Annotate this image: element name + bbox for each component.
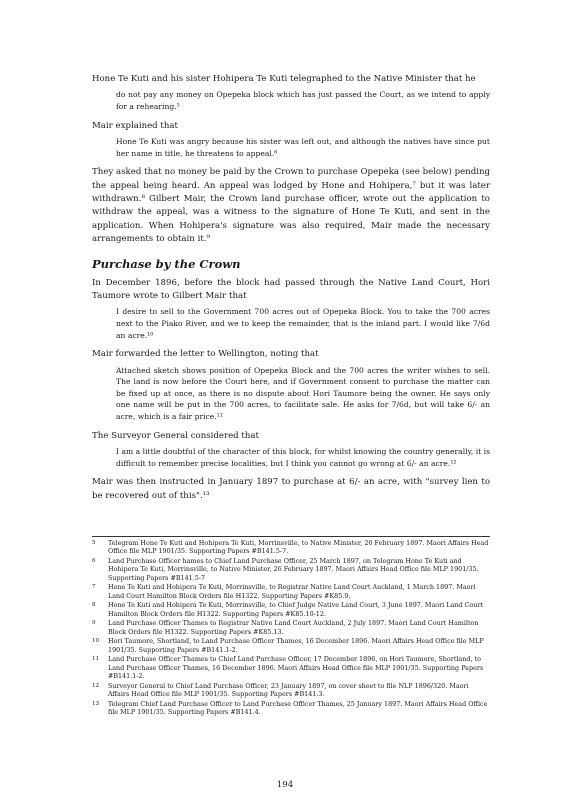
footnote-text: Telegram Chief Land Purchase Officer to Land Purchase Officer Thames, 25 January 1897. Maori Affairs Head Office file MLP 1901/35. Supporting Papers #B141.4. <box>108 699 488 717</box>
footnote <box>92 619 490 636</box>
block-quote: I am a little doubtful of the character of this block, for whilst knowing the country generally, it is difficult to remember precise localities, but I think you cannot go wrong at 6/- an acre.¹² <box>116 447 490 468</box>
footnote <box>92 583 490 600</box>
footnote-number: 11 <box>92 656 100 663</box>
footnote-text: Telegram Hone Te Kuti and Hohipera Te Kuti, Morrinsville, to Native Minister, 26 February 1897. Maori Affairs Head Office file MLP 1901/35. Supporting Papers #B141.5-7. <box>108 539 489 556</box>
paragraph: Mair explained that <box>92 120 178 131</box>
paragraph: Hone Te Kuti and his sister Hohipera Te Kuti telegraphed to the Native Minister that he <box>92 74 476 84</box>
footnote <box>92 700 490 717</box>
footnote <box>92 557 490 582</box>
main-text <box>92 73 490 506</box>
footnote-text: Hone Te Kuti and Hohipera Te Kuti, Morrinsville, to Chief Judge Native Land Court, 3 June 1897. Maori Land Court Hamilton Block Orders file H1322. Supporting Papers #K85.10-12. <box>108 601 483 618</box>
paragraph: In December 1896, before the block had passed through the Native Land Court, Hori Taumore wrote to Gilbert Mair that <box>92 277 490 302</box>
footnote-number: 10 <box>92 638 100 645</box>
footnote-text: Land Purchase Officer Thames to Chief Land Purchase Officer, 17 December 1896, on Hori Taumore, Shortland, to Land Purchase Officer Thames, 16 December 1896. Maori Affairs Head Office file MLP 1901/35. Supporting Papers #B141.1-2. <box>108 655 484 681</box>
footnotes <box>92 539 490 718</box>
footnote-text: Land Purchase Officer Thames to Registrar Native Land Court Auckland, 2 July 1897. Maori Land Court Hamilton Block Orders file H1322. Supporting Papers #K85.13. <box>108 619 479 636</box>
footnote-number: 6 <box>92 558 96 564</box>
footnote-text: Land Purchase Officer hames to Chief Land Purchase Officer, 25 March 1897, on Telegram Hone Te Kuti and Hohipera Te Kuti, Morrinsville, to Native Minister, 26 February 1897. Maori Affairs Head Office file MLP 1901/35. Supporting Papers #B141.5-7 <box>108 557 479 582</box>
paragraph: Mair forwarded the letter to Wellington, noting that <box>92 349 319 360</box>
footnote-divider <box>92 536 490 537</box>
block-quote: Attached sketch shows position of Opepeka Block and the 700 acres the writer wishes to sell. The land is now before the Court here, and if Government consent to purchase the matter can be fixed up at once, as there is no dispute about Hori Taumore being the owner. He says only one name will be put in the 700 acres, to facilitate sale. He asks for 7/6d, but will take 6/- an acre, which is a fair price.¹¹ <box>116 365 490 421</box>
paragraph: The Surveyor General considered that <box>92 430 259 441</box>
paragraph: They asked that no money be paid by the Crown to purchase Opepeka (see below) pending the appeal being heard. An appeal was lodged by Hone and Hohipera,⁷ but it was later withdrawn.⁸ Gilbert Mair, the Crown land purchase officer, wrote out the application to withdraw the appeal, was a witness to the signature of Hone Te Kuti, and sent in the application. When Hohipera's signature was also required, Mair made the necessary arrangements to obtain it.⁹ <box>92 167 490 245</box>
footnote-number: 8 <box>92 602 96 609</box>
footnote <box>92 539 490 556</box>
footnote-number: 12 <box>92 682 100 689</box>
section-heading: Purchase by the Crown <box>92 256 241 271</box>
block-quote: I desire to sell to the Government 700 acres out of Opepeka Block. You to take the 700 acres next to the Piako River, and we to keep the remainder, that is the inland part. I would like 7/6d an acre.¹⁰ <box>116 307 490 340</box>
footnote-text: Hori Taumore, Shortland, to Land Purchase Officer Thames, 16 December 1896. Maori Affairs Head Office file MLP 1901/35. Supporting Papers #B141.1-2. <box>108 637 484 654</box>
footnote-text: Surveyor General to Chief Land Purchase Officer, 23 January 1897, on cover sheet to file NLP 1896/320. Maori Affairs Head Office file MLP 1901/35. Supporting Papers #B141.3. <box>108 681 469 699</box>
footnote-number: 9 <box>92 620 96 627</box>
block-quote: do not pay any money on Opepeka block which has just passed the Court, as we intend to apply for a rehearing.⁵ <box>116 90 490 111</box>
footnote <box>92 637 490 654</box>
footnote-text: Hone Te Kuti and Hohipera Te Kuti, Morrinsville, to Registrar Native Land Court Auckland, 1 March 1897. Maori Land Court Hamilton Block Orders file H1322. Supporting Papers #K85.9. <box>108 583 476 600</box>
footnote-number: 5 <box>92 540 96 546</box>
block-quote: Hone Te Kuti was angry because his sister was left out, and although the natives have since put her name in title, he threatens to appeal.⁶ <box>116 137 490 158</box>
footnote-number: 13 <box>92 700 100 707</box>
footnote <box>92 682 490 699</box>
footnote <box>92 601 490 618</box>
paragraph: Mair was then instructed in January 1897 to purchase at 6/- an acre, with "survey lien to be recovered out of this".¹³ <box>92 477 490 501</box>
footnote <box>92 655 490 680</box>
page-number: 194 <box>276 780 294 790</box>
footnote-number: 7 <box>92 584 96 591</box>
